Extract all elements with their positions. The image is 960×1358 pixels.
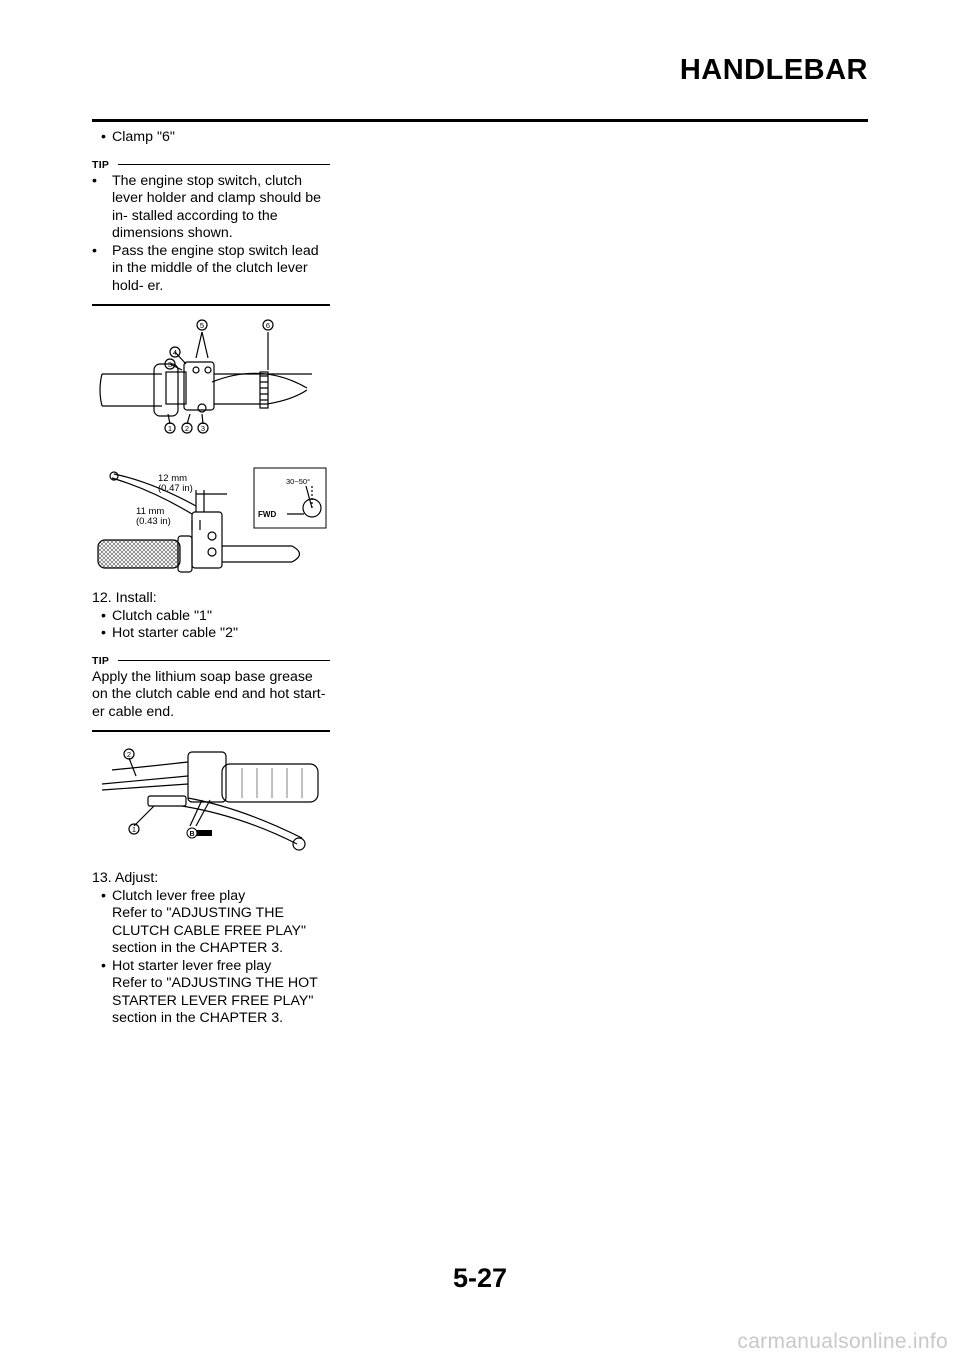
figure-handlebar-clamps xyxy=(92,312,330,440)
page-number: 5-27 xyxy=(452,1263,508,1293)
header-rule xyxy=(92,119,868,122)
tip-item: • Pass the engine stop switch lead in the middle of the clutch lever hold- er. xyxy=(92,243,330,296)
callout-2: 2 xyxy=(126,750,132,759)
dim-11mm-in: (0.43 in) xyxy=(136,516,171,527)
tip-header xyxy=(92,653,330,667)
fwd-label: FWD xyxy=(258,510,277,519)
figure-lever-dimensions xyxy=(92,462,330,580)
tip-item-text: Pass the engine stop switch lead in the middle of the clutch lever hold- er. xyxy=(112,242,319,294)
tip-end-rule xyxy=(92,730,330,732)
callout-1: 1 xyxy=(131,825,137,834)
list-item-text: Clutch cable "1" xyxy=(112,607,212,624)
list-item-text: Hot starter cable "2" xyxy=(112,625,238,641)
lever-dimension-illustration xyxy=(92,462,330,580)
callout-3: 3 xyxy=(200,424,206,433)
callout-2: 2 xyxy=(184,424,190,433)
reference-text: Refer to "ADJUSTING THE HOT STARTER LEVER FREE PLAY" section in the CHAPTER 3. xyxy=(112,975,318,1026)
handlebar-illustration xyxy=(92,312,330,440)
tip-label: TIP xyxy=(92,654,110,667)
grease-mark: B xyxy=(189,831,195,838)
tip-end-rule xyxy=(92,304,330,306)
step-12 xyxy=(92,590,330,732)
callout-1: 1 xyxy=(167,424,173,433)
section-clamp xyxy=(92,129,330,306)
callout-3: 3 xyxy=(167,360,173,369)
tip-item-text: The engine stop switch, clutch lever holder and clamp should be in- stalled according to the dimensions shown. xyxy=(112,172,322,241)
dim-11mm: 11 mm xyxy=(136,506,165,517)
reference-text: Refer to "ADJUSTING THE CLUTCH CABLE FREE PLAY" section in the CHAPTER 3. xyxy=(112,905,306,956)
callout-4: 4 xyxy=(172,348,178,357)
cable-illustration xyxy=(92,740,330,858)
list-item: • Clutch lever free play Refer to "ADJUSTING THE CLUTCH CABLE FREE PLAY" section in the CHAPTER 3. xyxy=(92,888,330,958)
dim-12mm: 12 mm xyxy=(158,473,188,484)
angle-label: 30~50° xyxy=(286,477,311,486)
list-item: • Hot starter cable "2" xyxy=(101,625,238,641)
dim-12mm-in: (0.47 in) xyxy=(158,483,193,494)
watermark: carmanualsonline.info xyxy=(737,1330,948,1353)
tip-text: Apply the lithium soap base grease on the clutch cable end and hot start- er cable end. xyxy=(92,668,326,720)
callout-5: 5 xyxy=(199,321,205,330)
list-item-text: Clutch lever free play xyxy=(112,887,246,904)
list-item: • Hot starter lever free play Refer to "ADJUSTING THE HOT STARTER LEVER FREE PLAY" section in the CHAPTER 3. xyxy=(92,958,330,1028)
bullet-text: Clamp "6" xyxy=(112,129,175,145)
step-13 xyxy=(92,870,330,1028)
list-item-text: Hot starter lever free play xyxy=(112,957,272,974)
page-title: HANDLEBAR xyxy=(679,54,868,86)
tip-label: TIP xyxy=(92,158,110,171)
step-12-title: 12. Install: xyxy=(92,590,157,606)
tip-header xyxy=(92,157,330,171)
step-13-title: 13. Adjust: xyxy=(92,870,159,886)
list-item: • Clamp "6" xyxy=(101,129,175,145)
list-item: • Clutch cable "1" xyxy=(101,607,212,624)
tip-item: • The engine stop switch, clutch lever holder and clamp should be in- stalled according to the dimensions shown. xyxy=(92,173,330,243)
figure-cables xyxy=(92,740,330,858)
callout-6: 6 xyxy=(265,321,271,330)
